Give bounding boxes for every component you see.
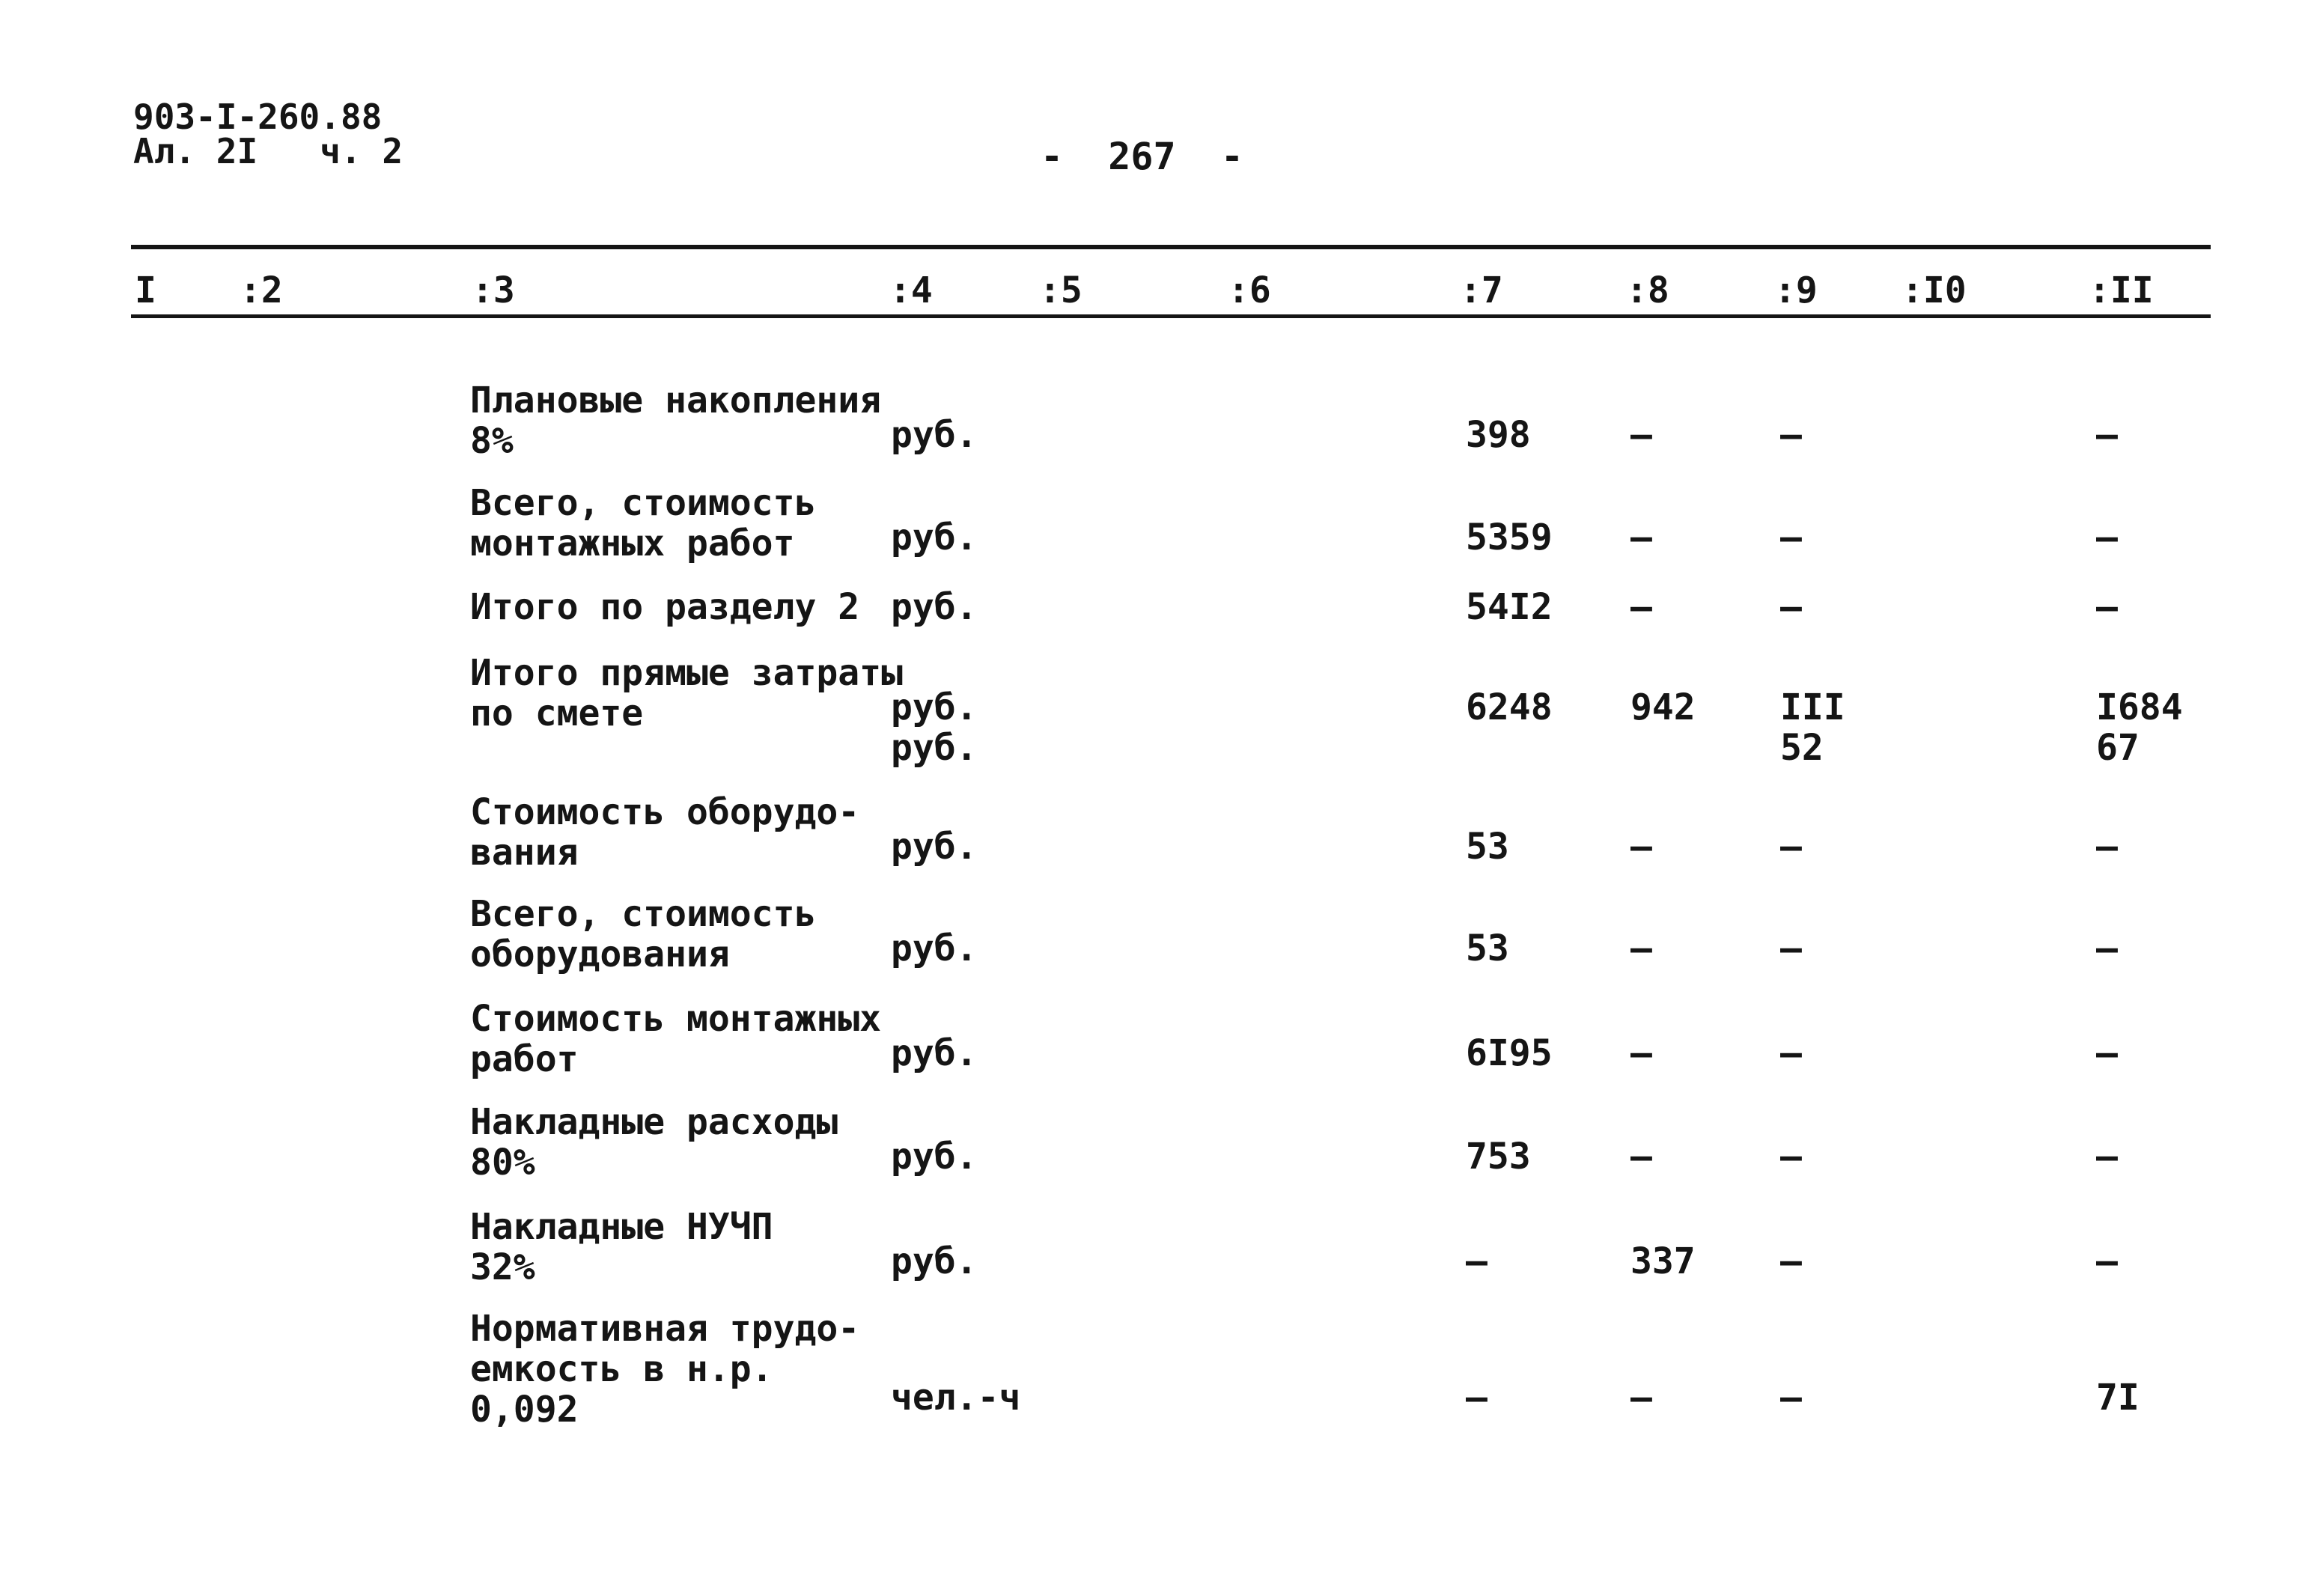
col-header-5: :5 (1039, 269, 1083, 311)
row-col7: 5359 (1466, 517, 1553, 558)
row-col9: – (1780, 1377, 1802, 1419)
row-col11: – (2096, 826, 2118, 868)
page-number: - 267 - (1041, 135, 1243, 178)
row-col9: – (1780, 1032, 1802, 1074)
col-header-9: :9 (1774, 269, 1818, 311)
row-col11: – (2096, 586, 2118, 628)
col-header-8: :8 (1626, 269, 1669, 311)
col-header-3: :3 (472, 269, 515, 311)
row-col8: – (1630, 1032, 1652, 1074)
row-col8: 337 (1630, 1240, 1696, 1282)
table-header-rule (131, 314, 2211, 318)
col-header-7: :7 (1460, 269, 1503, 311)
col-header-11: :II (2089, 269, 2154, 311)
row-unit: руб. (891, 826, 978, 868)
row-col8: – (1630, 586, 1652, 628)
row-unit: руб. (891, 414, 978, 456)
row-unit: чел.-ч (891, 1377, 1021, 1419)
row-description: Накладные НУЧП 32% (470, 1206, 773, 1288)
row-description: Итого прямые затраты по смете (470, 652, 903, 734)
row-description: Стоимость оборудо- вания (470, 791, 860, 874)
row-col7: 54I2 (1466, 586, 1553, 628)
col-header-1: I (135, 269, 156, 311)
row-col7: 753 (1466, 1136, 1531, 1178)
row-col9: – (1780, 1136, 1802, 1178)
row-unit: руб. руб. (891, 686, 978, 769)
col-header-4: :4 (889, 269, 933, 311)
row-description: Итого по разделу 2 (470, 586, 860, 628)
document-code: 903-I-260.88 (133, 97, 383, 137)
row-col8: – (1630, 928, 1652, 969)
row-col9: – (1780, 517, 1802, 558)
row-col7: 398 (1466, 414, 1531, 456)
row-description: Всего, стоимость оборудования (470, 893, 817, 975)
row-col8: – (1630, 826, 1652, 868)
row-col9: – (1780, 414, 1802, 456)
row-col11: 7I (2096, 1377, 2140, 1419)
row-description: Плановые накопления 8% (470, 380, 882, 462)
row-description: Всего, стоимость монтажных работ (470, 482, 817, 564)
row-col9: – (1780, 586, 1802, 628)
row-description: Нормативная трудо- емкость в н.р. 0,092 (470, 1308, 860, 1431)
row-col11: – (2096, 517, 2118, 558)
row-col7: – (1466, 1240, 1488, 1282)
row-col11: – (2096, 1032, 2118, 1074)
row-col7: 6I95 (1466, 1032, 1553, 1074)
row-col11: – (2096, 1136, 2118, 1178)
row-col8: – (1630, 517, 1652, 558)
table-top-rule (131, 245, 2211, 249)
row-col9: – (1780, 826, 1802, 868)
row-col8: – (1630, 1377, 1652, 1419)
col-header-2: :2 (240, 269, 283, 311)
sheet-info: Ал. 2I ч. 2 (133, 131, 404, 171)
row-col7: – (1466, 1377, 1488, 1419)
row-col7: 6248 (1466, 686, 1553, 728)
row-col11: – (2096, 928, 2118, 969)
row-unit: руб. (891, 928, 978, 969)
row-col9: III 52 (1780, 686, 1845, 769)
row-unit: руб. (891, 1136, 978, 1178)
row-unit: руб. (891, 586, 978, 628)
row-col11: I684 67 (2096, 686, 2183, 769)
row-col8: 942 (1630, 686, 1696, 728)
row-unit: руб. (891, 1032, 978, 1074)
row-col8: – (1630, 414, 1652, 456)
row-unit: руб. (891, 1240, 978, 1282)
row-col11: – (2096, 414, 2118, 456)
col-header-10: :I0 (1901, 269, 1967, 311)
col-header-6: :6 (1228, 269, 1271, 311)
row-description: Стоимость монтажных работ (470, 998, 882, 1080)
row-unit: руб. (891, 517, 978, 558)
row-description: Накладные расходы 80% (470, 1101, 838, 1184)
row-col9: – (1780, 928, 1802, 969)
row-col9: – (1780, 1240, 1802, 1282)
row-col8: – (1630, 1136, 1652, 1178)
row-col7: 53 (1466, 826, 1509, 868)
row-col11: – (2096, 1240, 2118, 1282)
row-col7: 53 (1466, 928, 1509, 969)
